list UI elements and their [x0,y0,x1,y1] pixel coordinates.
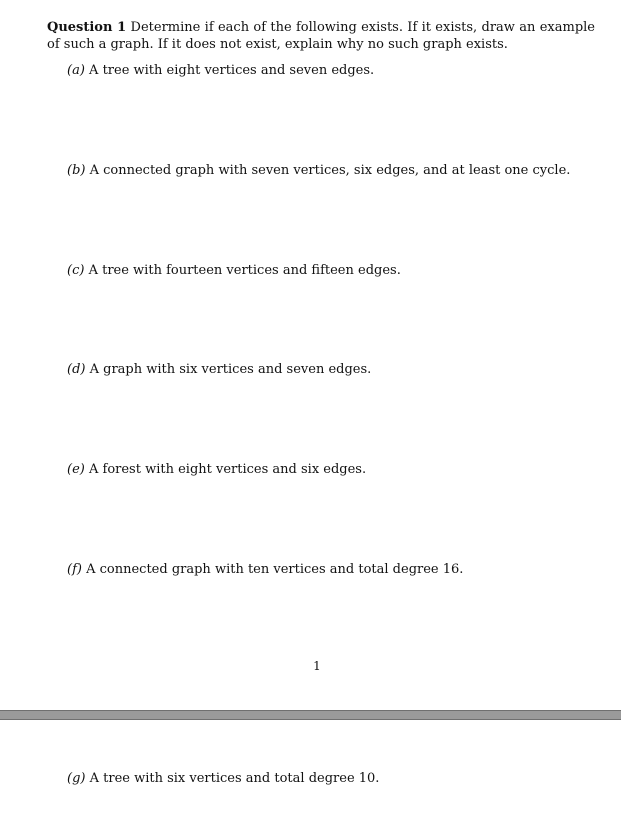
question-title: Question 1 [47,20,127,35]
question-item-f [67,562,463,578]
item-label: (d) [67,362,86,377]
question-header [47,20,595,53]
question-item-e [67,462,366,478]
page-separator [0,710,621,720]
item-label: (a) [67,63,85,78]
item-label: (b) [67,163,86,178]
item-text: A graph with six vertices and seven edges. [89,362,372,377]
question-prompt: Determine if each of the following exists. If it exists, draw an example of such a graph. If it does not exist, explain why no such graph exists. [47,20,595,52]
document-page-2 [0,720,621,816]
question-item-c [67,263,401,279]
item-label: (g) [67,771,86,786]
item-text: A connected graph with seven vertices, six edges, and at least one cycle. [89,163,571,178]
question-item-a [67,63,374,79]
item-label: (c) [67,263,85,278]
question-item-b [67,163,570,179]
item-label: (f) [67,562,82,577]
item-text: A tree with eight vertices and seven edges. [89,63,375,78]
item-text: A tree with fourteen vertices and fifteen edges. [88,263,401,278]
item-text: A tree with six vertices and total degree 10. [89,771,380,786]
item-text: A forest with eight vertices and six edges. [88,462,367,477]
item-label: (e) [67,462,85,477]
item-text: A connected graph with ten vertices and total degree 16. [86,562,464,577]
question-item-g [67,771,379,787]
page-number: 1 [313,659,321,673]
question-item-d [67,362,371,378]
